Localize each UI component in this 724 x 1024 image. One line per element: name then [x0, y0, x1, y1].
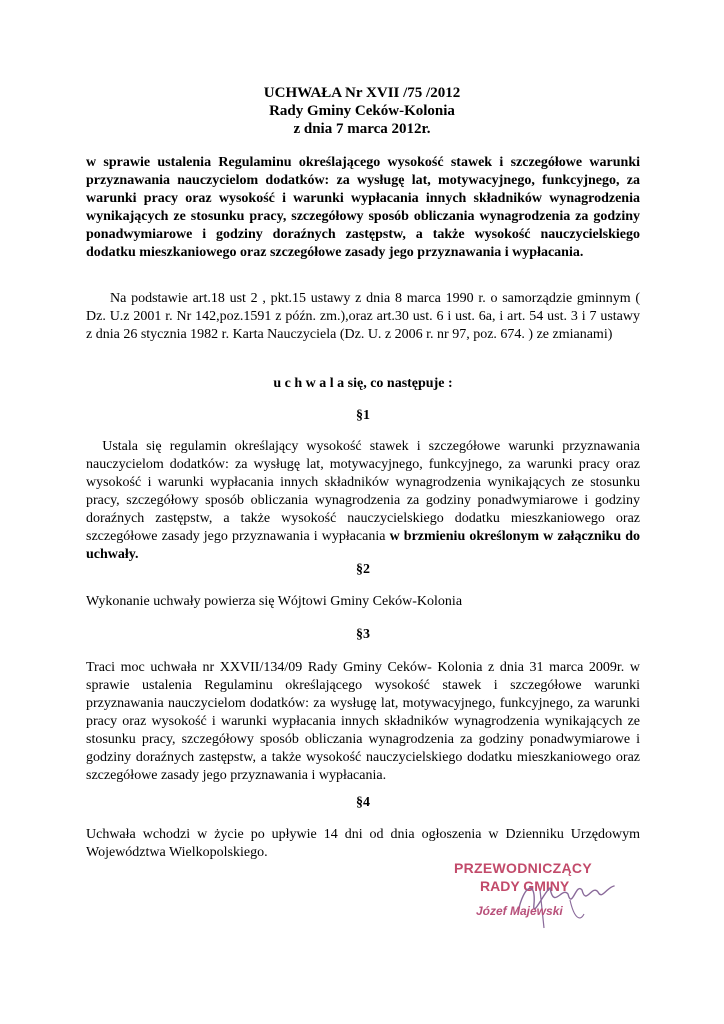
section-1-text: Ustala się regulamin określający wysokość stawek i szczegółowe warunki przyznawania nauczycielom dodatków: za wysługę lat, motywacyjnego, funkcyjnego, za warunki pracy oraz wysokość i warunki wypłacania innych składników wynagrodzenia wynikających ze stosunku pracy, szczegółowy sposób obliczania wynagrodzenia za godziny ponadwymiarowe i godziny doraźnych zastępstw, a także wysokość nauczycielskiego dodatku mieszkaniowego oraz szczegółowe zasady jego przyznawania i wypłacania	[86, 439, 641, 544]
stamp-council: RADY GMINY	[480, 878, 570, 894]
resolves-clause: u c h w a l a się, co następuje :	[273, 376, 453, 391]
section-1-heading: §1	[356, 408, 370, 423]
section-1-body	[86, 438, 640, 564]
handwritten-signature	[510, 870, 620, 930]
section-4-heading: §4	[356, 795, 370, 810]
section-2-heading: §2	[356, 562, 370, 577]
document-title	[0, 84, 724, 138]
stamp-title: PRZEWODNICZĄCY	[454, 860, 592, 876]
legal-basis: Na podstawie art.18 ust 2 , pkt.15 ustawy z dnia 8 marca 1990 r. o samorządzie gminnym ( Dz. U.z 2001 r. Nr 142,poz.1591 z późn. zm.),oraz art.30 ust. 6 i ust. 6a, i art. 54 ust. 3 i 7 ustawy z dnia 26 stycznia 1982 r. Karta Nauczyciela (Dz. U. z 2006 r. nr 97, poz. 674. ) ze zmianami)	[86, 291, 640, 342]
section-3-body: Traci moc uchwała nr XXVII/134/09 Rady Gminy Ceków- Kolonia z dnia 31 marca 2009r. w sprawie ustalenia Regulaminu określającego wysokość stawek i szczegółowe warunki przyznawania nauczycielom dodatków: za wysługę lat, motywacyjnego, funkcyjnego, za warunki pracy oraz wysokość i warunki wypłacania innych składników wynagrodzenia wynikających ze stosunku pracy, szczegółowy sposób obliczania wynagrodzenia za godziny ponadwymiarowe i godziny doraźnych zastępstw, a także wysokość nauczycielskiego dodatku mieszkaniowego oraz szczegółowe zasady jego przyznawania i wypłacania.	[86, 660, 640, 783]
resolution-date: z dnia 7 marca 2012r.	[293, 121, 431, 137]
resolution-subject: w sprawie ustalenia Regulaminu określającego wysokość stawek i szczegółowe warunki przyznawania nauczycielom dodatków: za wysługę lat, motywacyjnego, funkcyjnego, za warunki pracy oraz wysokość i warunki wypłacania innych składników wynagrodzenia wynikających ze stosunku pracy, szczegółowy sposób obliczania wynagrodzenia za godziny ponadwymiarowe i godziny doraźnych zastępstw, a także wysokość nauczycielskiego dodatku mieszkaniowego oraz szczegółowe zasady jego przyznawania i wypłacania.	[86, 155, 640, 260]
council-name: Rady Gminy Ceków-Kolonia	[269, 103, 455, 119]
stamp-name: Józef Majewski	[476, 904, 563, 918]
section-1-text-bold: w brzmieniu określonym w załączniku do uchwały.	[86, 529, 640, 562]
section-4-body: Uchwała wchodzi w życie po upływie 14 dni od dnia ogłoszenia w Dzienniku Urzędowym Województwa Wielkopolskiego.	[86, 827, 640, 860]
section-2-body: Wykonanie uchwały powierza się Wójtowi Gminy Ceków-Kolonia	[86, 594, 463, 609]
section-3-heading: §3	[356, 627, 370, 642]
chairman-stamp	[440, 860, 650, 950]
resolution-number: UCHWAŁA Nr XVII /75 /2012	[263, 85, 461, 101]
